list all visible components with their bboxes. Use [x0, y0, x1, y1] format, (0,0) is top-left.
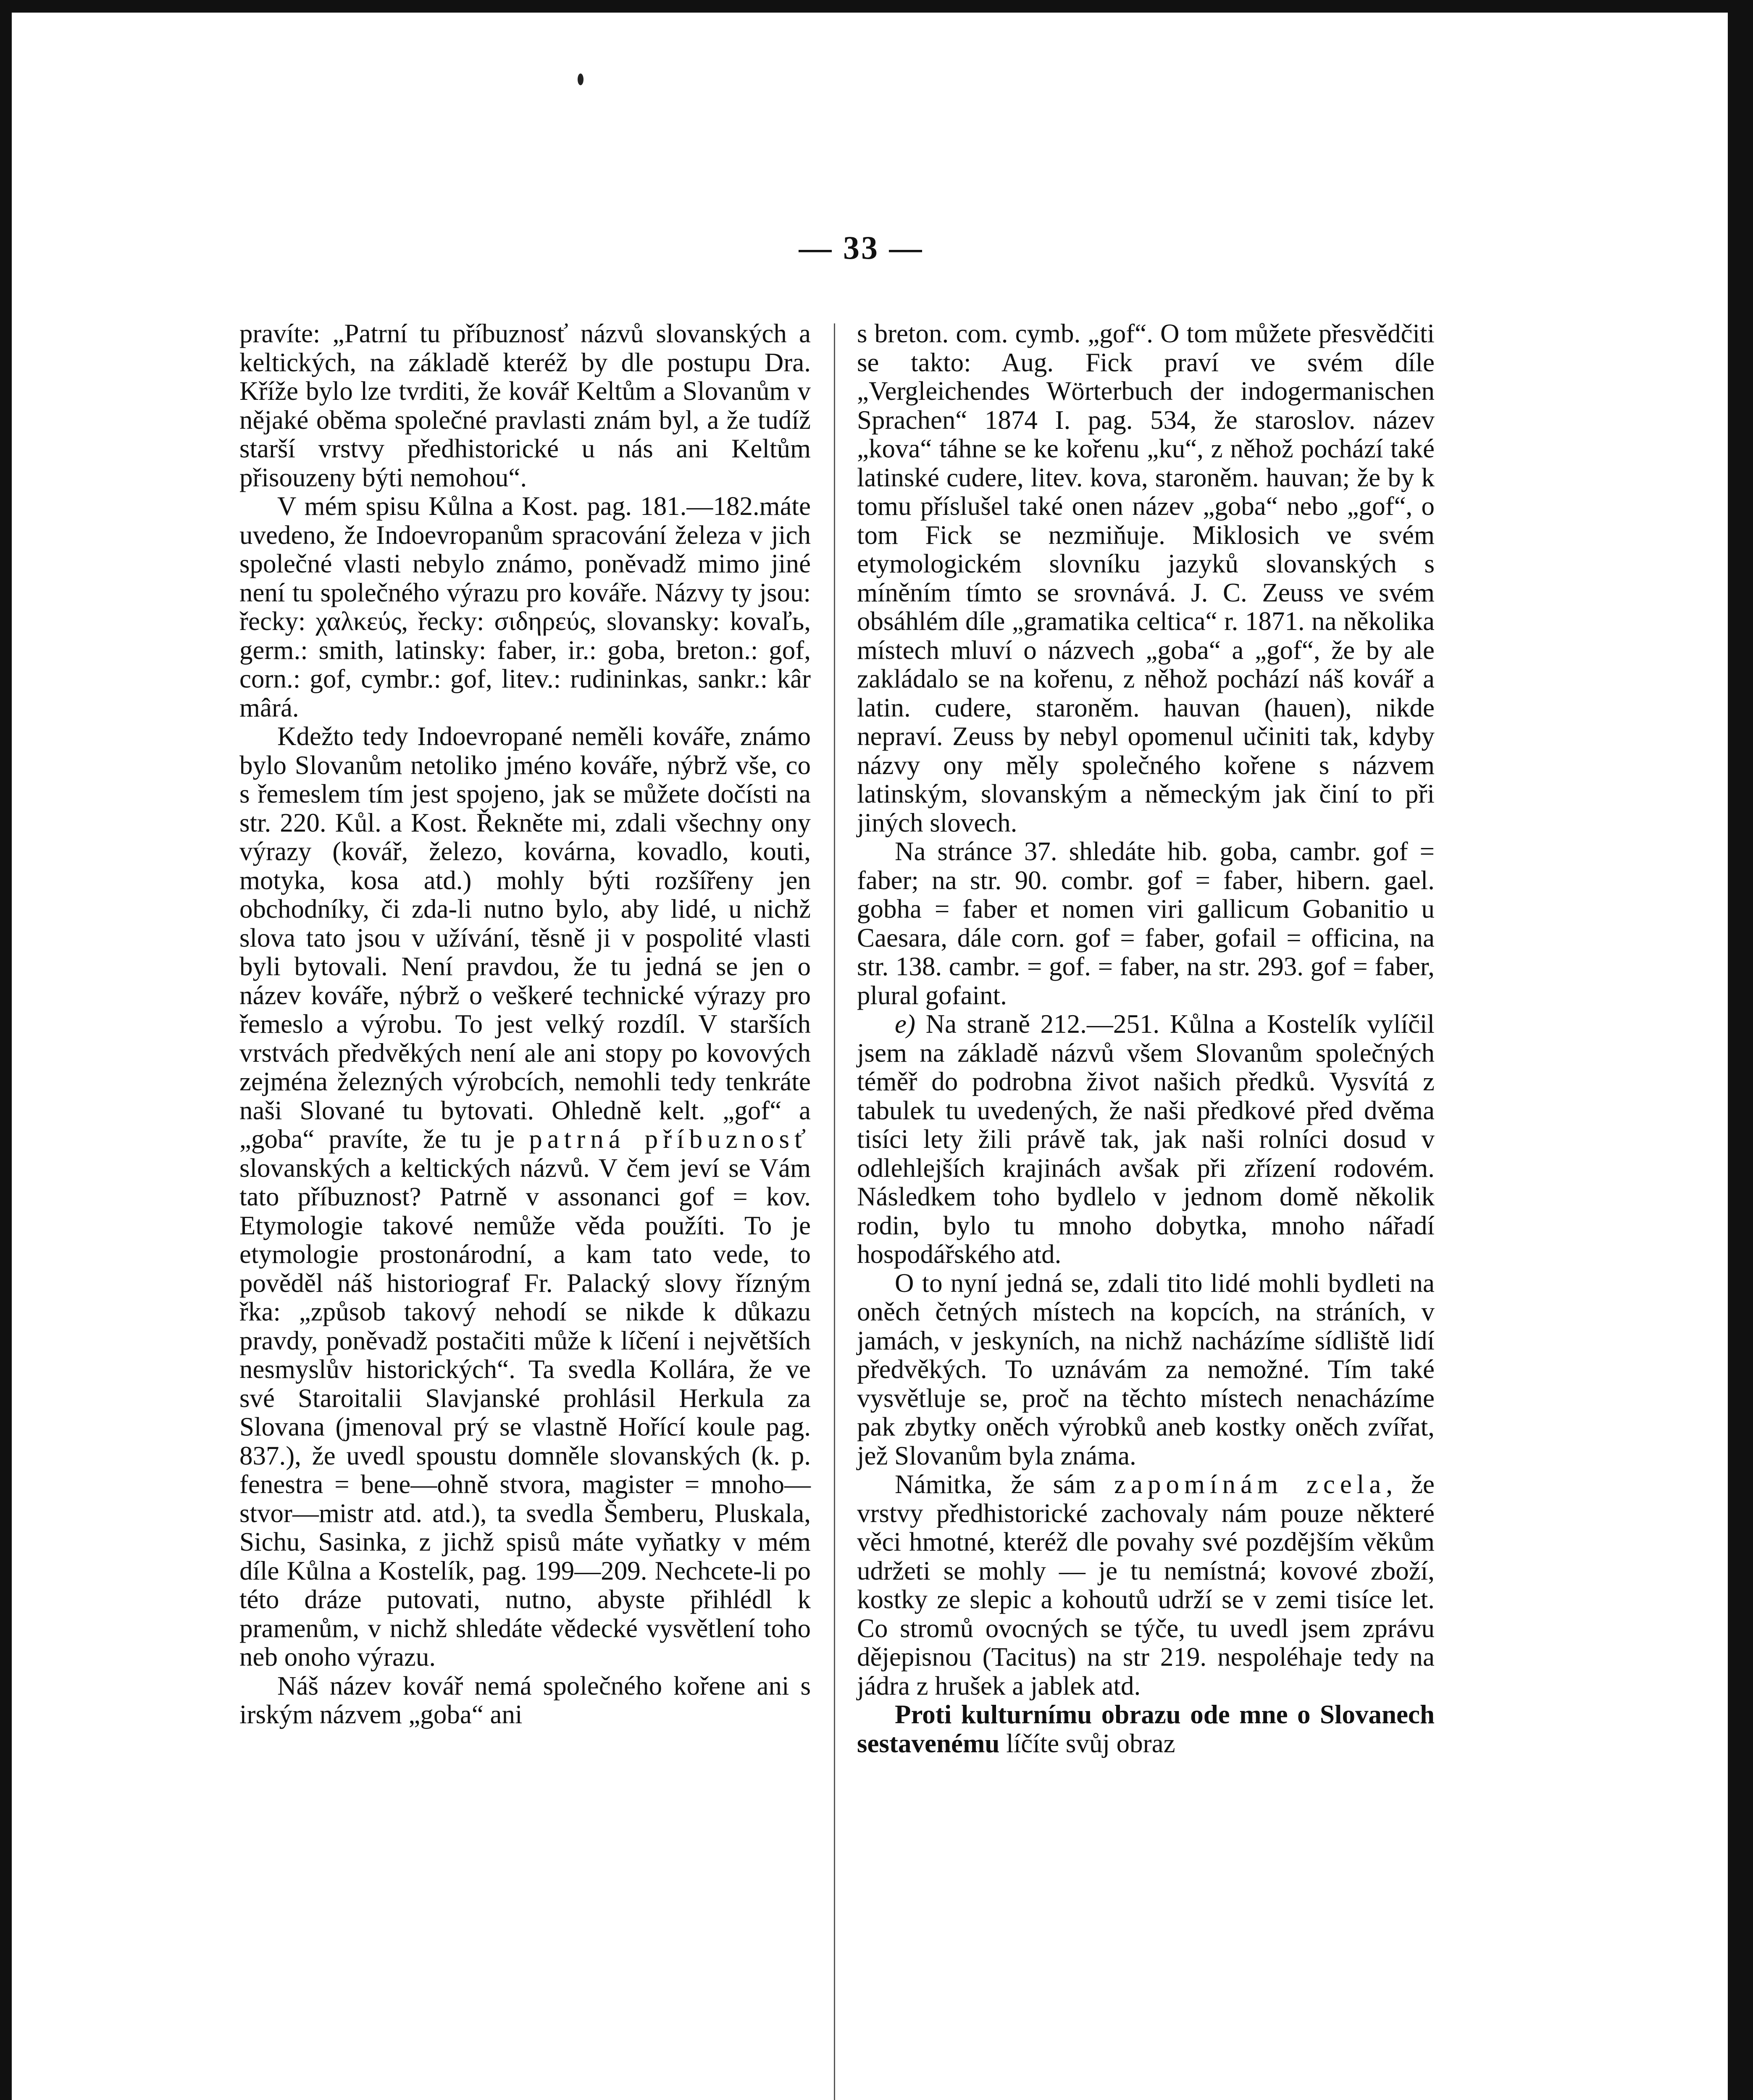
bold-emphasis-kulturnimu: Proti kulturnímu obrazu ode mne o Slovanech sestavenému	[857, 1700, 1435, 1758]
spaced-emphasis-zapominam: zapomínám zcela	[1114, 1470, 1386, 1499]
section-label-e: e)	[895, 1009, 915, 1039]
left-column	[239, 319, 811, 1729]
right-paragraph-4: O to nyní jedná se, zdali tito lidé mohli bydleti na oněch četných místech na kopcích, na stráních, v jamách, v jeskyních, na nichž nacházíme sídliště lidí předvěkých. To uznávám za nemožné. Tím také vysvětluje se, proč na těchto místech nenacházíme pak zbytky oněch výrobků aneb kostky oněch zvířat, jež Slovanům byla známa.	[857, 1268, 1435, 1470]
scan-border-left	[0, 0, 12, 2100]
right-column	[857, 319, 1435, 1758]
left-paragraph-3	[239, 722, 811, 1672]
right-paragraph-6	[857, 1700, 1435, 1758]
scan-border-right	[1728, 0, 1753, 2100]
scan-border-top	[0, 0, 1753, 13]
right-paragraph-6-text: líčíte svůj obraz	[999, 1728, 1175, 1758]
left-paragraph-1: pravíte: „Patrní tu příbuznosť názvů slovanských a keltických, na základě kteréž by dle postupu Dra. Kříže bylo lze tvrditi, že kovář Keltům a Slovanům v nějaké oběma společné pravlasti znám byl, a že tudíž starší vrstvy předhistorické u nás ani Keltům přisouzeny býti nemohou“.	[239, 319, 811, 492]
left-paragraph-3-part-b: slovanských a keltických názvů. V čem jeví se Vám tato příbuznost? Patrně v assonanci gof = kov. Etymologie takové nemůže věda použíti. To je etymologie prostonárodní, a kam tato vede, to pověděl náš historiograf Fr. Palacký slovy řízným řka: „způsob takový nehodí se nikde k důkazu pravdy, poněvadž postačiti může k líčení i největších nesmyslův historických“. Ta svedla Kollára, že ve své Staroitalii Slavjanské prohlásil Herkula za Slovana (jmenoval prý se vlastně Hořící koule pag. 837.), že uvedl spoustu domněle slovanských (k. p. fenestra = bene—ohně stvora, magister = mnoho—stvor—mistr atd. atd.), ta svedla Šemberu, Pluskala, Sichu, Sasinka, z jichž spisů máte vyňatky v mém díle Kůlna a Kostelík, pag. 199—209. Nechcete-li po této dráze putovati, nutno, abyste přihlédl k pramenům, v nichž shledáte vědecké vysvětlení toho neb onoho výrazu.	[239, 1153, 811, 1672]
left-paragraph-4: Náš název kovář nemá společného kořene ani s irským názvem „goba“ ani	[239, 1671, 811, 1729]
right-paragraph-3-text: Na straně 212.—251. Kůlna a Kostelík vylíčil jsem na základě názvů všem Slovanům společných téměř do podrobna život našich předků. Vysvítá z tabulek tu uvedených, že naši předkové před dvěma tisíci lety žili právě tak, jak naši rolníci dosud v odlehlejších krajinách avšak při zřízení rodovém. Následkem toho bydlelo v jednom domě několik rodin, bylo tu mnoho dobytka, mnoho nářadí hospodářského atd.	[857, 1009, 1435, 1269]
right-paragraph-5-part-b: , že vrstvy předhistorické zachovaly nám pouze některé věci hmotné, kteréž dle povahy své pozdějším věkům udržeti se mohly — je tu nemístná; kovové zboží, kostky ze slepic a kohoutů udrží se v zemi tisíce let. Co stromů ovocných se týče, tu uvedl jsem zprávu dějepisnou (Tacitus) na str 219. nespoléhaje tedy na jádra z hrušek a jablek atd.	[857, 1470, 1435, 1701]
right-paragraph-5-part-a: Námitka, že sám	[895, 1470, 1096, 1499]
right-paragraph-2: Na stránce 37. shledáte hib. goba, cambr. gof = faber; na str. 90. combr. gof = faber, hibern. gael. gobha = faber et nomen viri gallicum Gobanitio u Caesara, dále corn. gof = faber, gofail = officina, na str. 138. cambr. = gof. = faber, na str. 293. gof = faber, plural gofaint.	[857, 837, 1435, 1010]
right-paragraph-1: s breton. com. cymb. „gof“. O tom můžete přesvědčiti se takto: Aug. Fick praví ve svém díle „Vergleichendes Wörterbuch der indogermanischen Sprachen“ 1874 I. pag. 534, že staroslov. název „kova“ táhne se ke kořenu „ku“, z něhož pochází také latinské cudere, litev. kova, staroněm. hauvan; že by k tomu příslušel také onen název „goba“ nebo „gof“, o tom Fick se nezmiňuje. Miklosich ve svém etymologickém slovníku jazyků slovanských s míněním tímto se srovnává. J. C. Zeuss ve svém obsáhlém díle „gramatika celtica“ r. 1871. na několika místech mluví o názvech „goba“ a „gof“, že by ale zakládalo se na kořenu, z něhož pochází náš kovář a latin. cudere, staroněm. hauvan (hauen), nikde nepraví. Zeuss by nebyl opomenul učiniti tak, kdyby názvy ony měly společného kořene s názvem latinským, slovanským a německým jak činí to při jiných slovech.	[857, 319, 1435, 837]
ink-speck	[578, 74, 583, 85]
column-divider	[834, 323, 835, 2100]
right-paragraph-3	[857, 1010, 1435, 1269]
left-paragraph-3-part-a: Kdežto tedy Indoevropané neměli kováře, známo bylo Slovanům netoliko jméno kováře, nýbrž vše, co s řemeslem tím jest spojeno, jak se můžete dočísti na str. 220. Kůl. a Kost. Řekněte mi, zdali všechny ony výrazy (kovář, železo, kovárna, kovadlo, kouti, motyka, kosa atd.) mohly býti rozšířeny jen obchodníky, či zda-li nutno bylo, aby lidé, u nichž slova tato jsou v užívání, těsně ji v pospolité vlasti byli bytovali. Není pravdou, že tu jedná se jen o název kováře, nýbrž o veškeré technické výrazy pro řemeslo a výrobu. To jest velký rozdíl. V starších vrstvách předvěkých není ale ani stopy po kovových zejména železných výrobcích, nemohli tedy tenkráte naši Slované tu bytovati. Ohledně kelt. „gof“ a „goba“ pravíte, že tu je	[239, 722, 811, 1154]
page-number: — 33 —	[799, 229, 924, 266]
right-paragraph-5	[857, 1470, 1435, 1700]
left-paragraph-2: V mém spisu Kůlna a Kost. pag. 181.—182.máte uvedeno, že Indoevropanům spracování železa v jich společné vlasti nebylo známo, poněvadž mimo jiné není tu společného výrazu pro kováře. Názvy ty jsou: řecky: χαλκεύς, řecky: σιδηρεύς, slovansky: kovaľь, germ.: smith, latinsky: faber, ir.: goba, breton.: gof, corn.: gof, cymbr.: gof, litev.: rudininkas, sankr.: kâr mârá.	[239, 491, 811, 722]
spaced-emphasis-patrna: patrná příbuznosť	[529, 1124, 811, 1154]
